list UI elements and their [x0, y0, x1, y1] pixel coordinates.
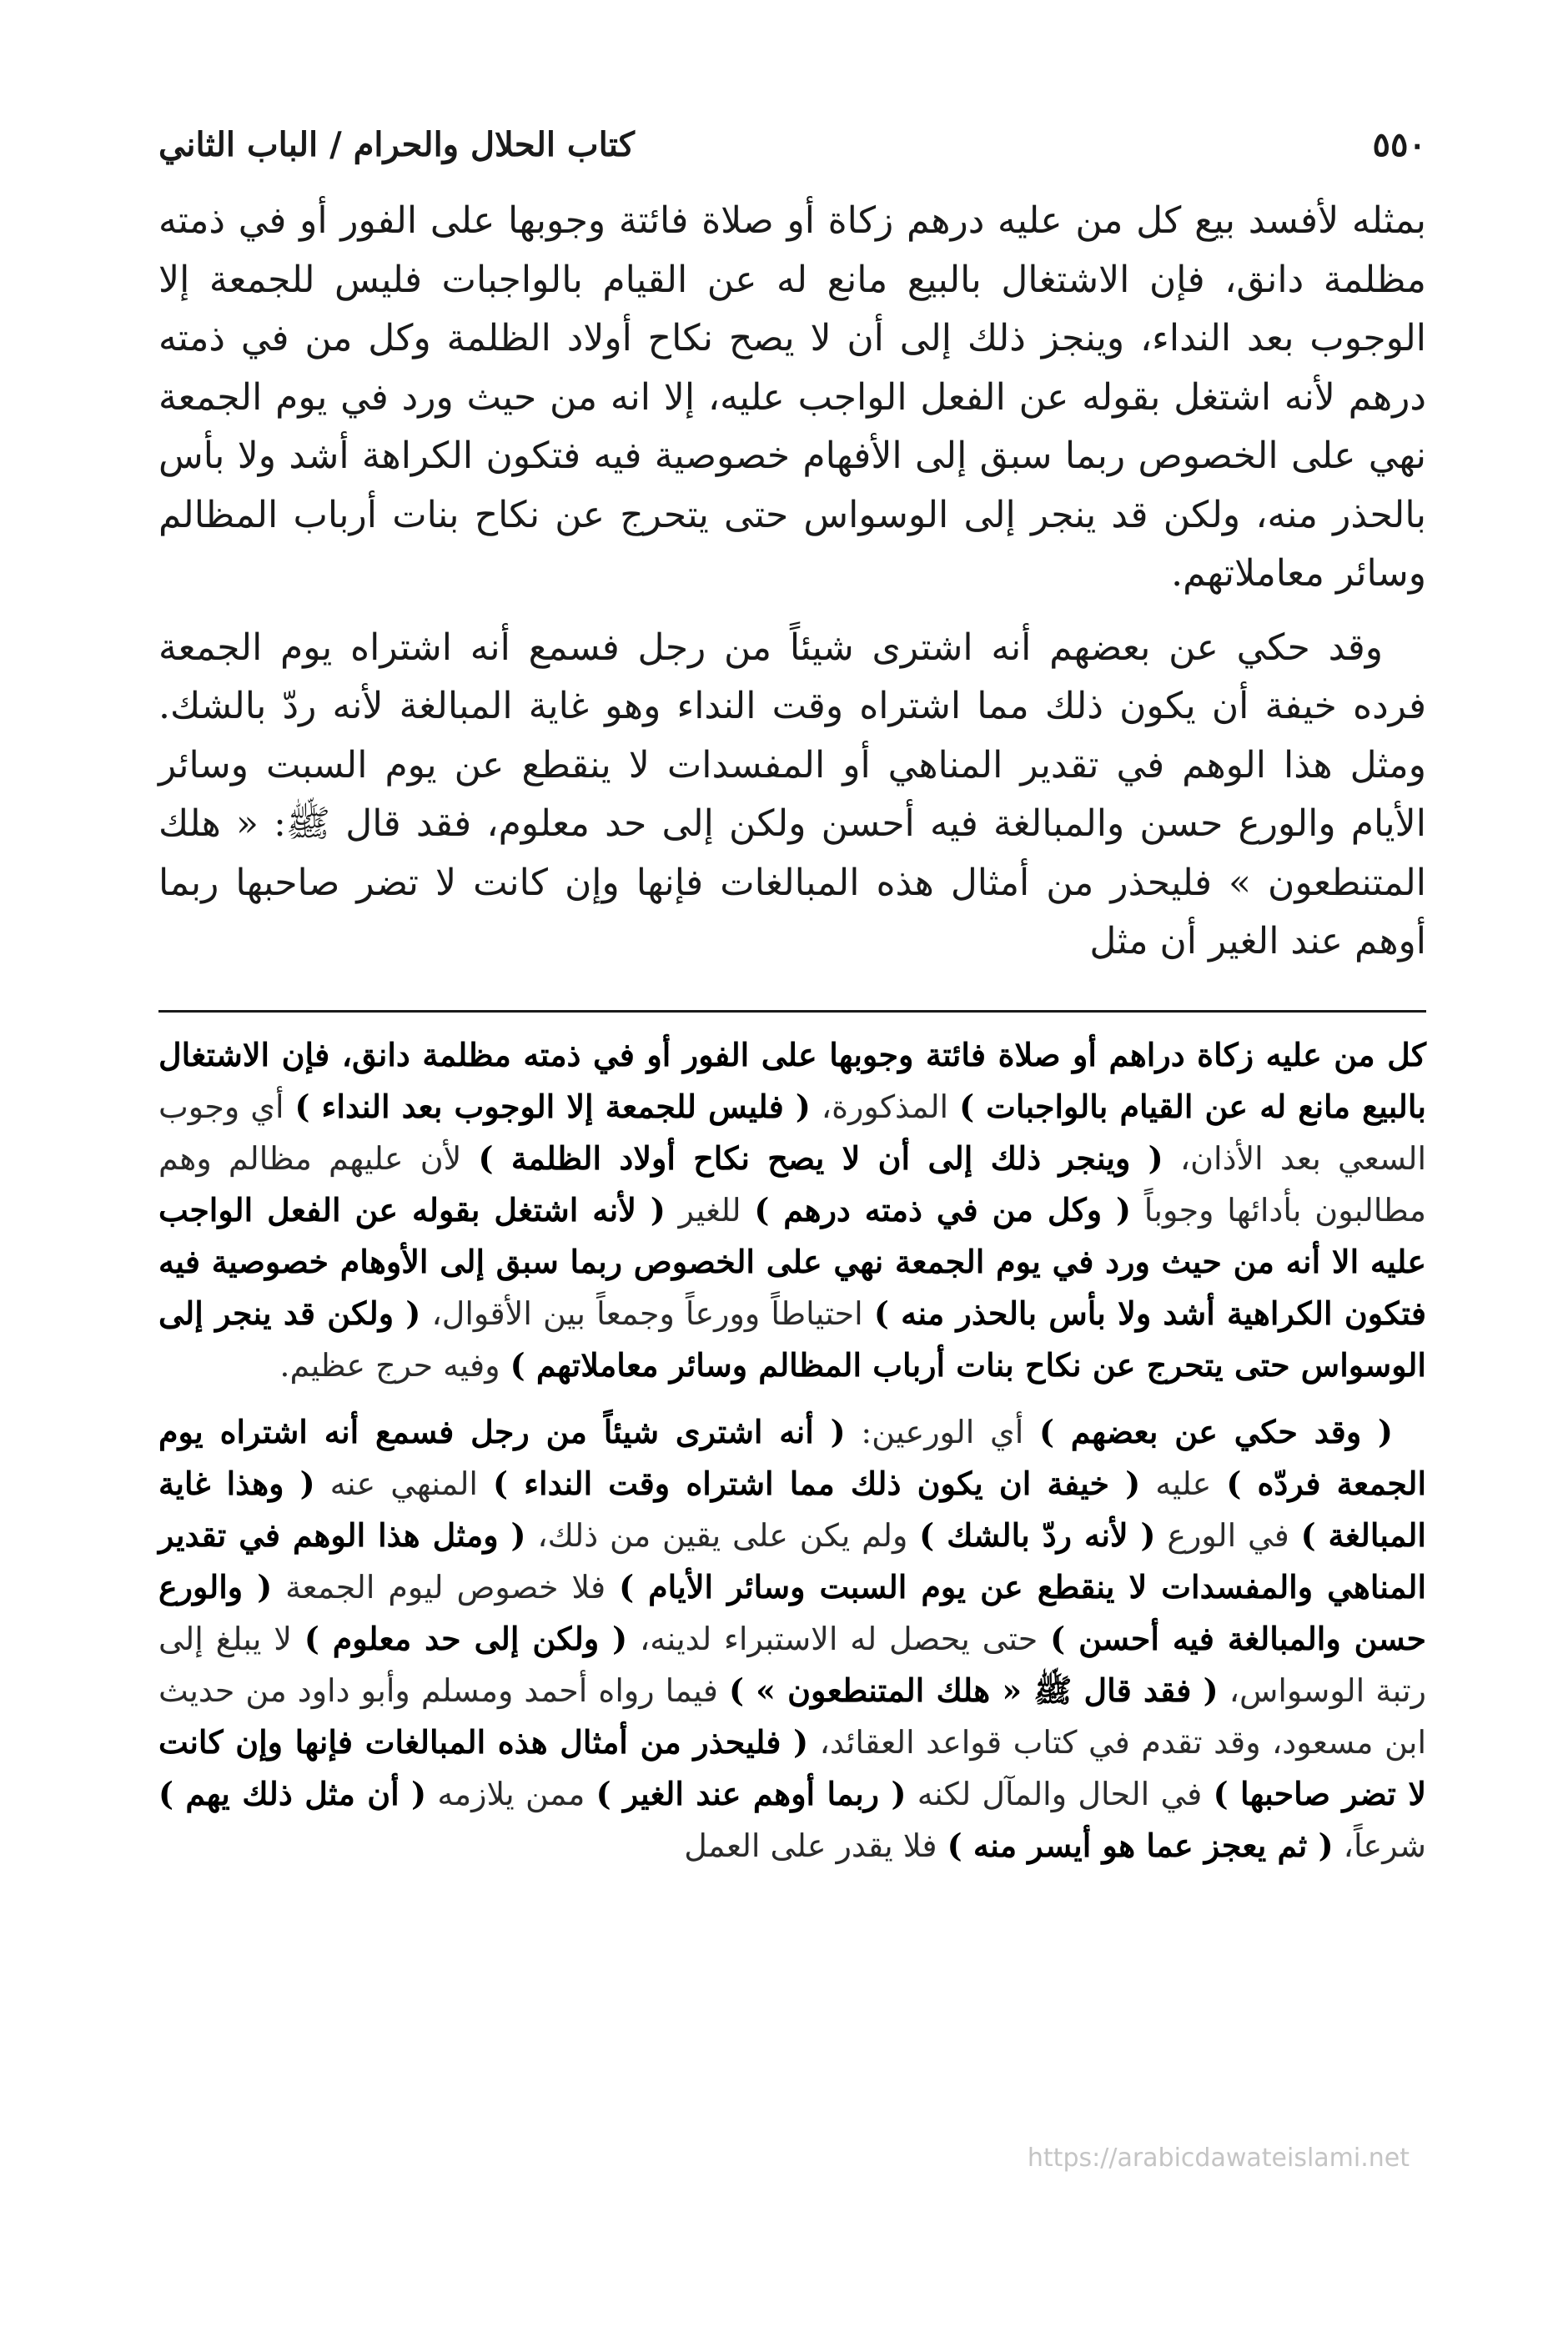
- quoted-matn: ( ومثل هذا الوهم في تقدير المناهي والمفسدات لا ينقطع عن يوم السبت وسائر الأيام ): [158, 1515, 1427, 1606]
- quoted-matn: كل من عليه زكاة دراهم أو صلاة فائتة وجوبها على الفور أو في ذمته مظلمة دانق، فإن الاشتغال بالبيع مانع له عن القيام بالواجبات ): [158, 1035, 1426, 1125]
- quoted-matn: ( وكل من في ذمته درهم ): [754, 1190, 1131, 1229]
- commentary-paragraph-2: [158, 1406, 1426, 1872]
- commentary-note: في الورع: [1155, 1516, 1301, 1554]
- commentary-note: شرعاً،: [1333, 1827, 1426, 1864]
- quoted-matn: ( وهذا غاية المبالغة ): [158, 1464, 1426, 1554]
- quoted-matn: ( لأنه ردّ بالشك ): [919, 1515, 1156, 1554]
- commentary-note: المنهي عنه: [314, 1465, 493, 1502]
- commentary: [158, 1029, 1426, 1872]
- commentary-note: للغير: [665, 1191, 755, 1229]
- quoted-matn: ( والورع حسن والمبالغة فيه أحسن ): [158, 1567, 1426, 1657]
- quoted-matn: ( فليحذر من أمثال هذه المبالغات فإنها وإن كانت لا تضر صاحبها ): [158, 1722, 1427, 1812]
- main-paragraph-2: وقد حكي عن بعضهم أنه اشترى شيئاً من رجل فسمع أنه اشتراه يوم الجمعة فرده خيفة أن يكون ذلك مما اشتراه وقت النداء وهو غاية المبالغة لأنه ردّ بالشك. ومثل هذا الوهم في تقدير المناهي أو المفسدات لا ينقطع عن يوم السبت وسائر الأيام والورع حسن والمبالغة فيه أحسن ولكن إلى حد معلوم، فقد قال ﷺ: « هلك المتنطعون » فليحذر من أمثال هذه المبالغات فإنها وإن كانت لا تضر صاحبها ربما أوهم عند الغير أن مثل: [158, 626, 1426, 962]
- commentary-note: فلا يقدر على العمل: [684, 1827, 947, 1864]
- book-page: [158, 125, 1426, 2244]
- quoted-matn: ( ثم يعجز عما هو أيسر منه ): [947, 1826, 1334, 1864]
- commentary-note: لا يبلغ إلى رتبة الوسواس،: [158, 1620, 1427, 1709]
- commentary-note: وفيه حرج عظيم.: [279, 1346, 510, 1384]
- commentary-note: ممن يلازمه: [426, 1775, 596, 1812]
- quoted-matn: ( لأنه اشتغل بقوله عن الفعل الواجب عليه الا أنه من حيث ورد في يوم الجمعة نهي على الخصوص ربما سبق إلى الأوهام خصوصية فيه فتكون الكراهية أشد ولا بأس بالحذر منه ): [158, 1190, 1426, 1332]
- quoted-matn: ( ولكن إلى حد معلوم ): [304, 1619, 628, 1657]
- main-text: [158, 192, 1426, 972]
- commentary-note: حتى يحصل له الاستبراء لدينه،: [627, 1620, 1051, 1657]
- commentary-paragraph-1: [158, 1029, 1426, 1391]
- quoted-matn: ( أنه اشترى شيئاً من رجل فسمع أنه اشتراه يوم الجمعة فردّه ): [158, 1412, 1426, 1502]
- commentary-note: عليه: [1140, 1465, 1227, 1502]
- page-header: [158, 125, 1426, 192]
- quoted-matn: ( وينجر ذلك إلى أن لا يصح نكاح أولاد الظلمة ): [478, 1138, 1163, 1177]
- page-number: ٥٥٠: [1372, 125, 1426, 164]
- main-paragraph-1: بمثله لأفسد بيع كل من عليه درهم زكاة أو صلاة فائتة وجوبها على الفور أو في ذمته مظلمة دانق، فإن الاشتغال بالبيع مانع له عن القيام بالواجبات فليس للجمعة إلا الوجوب بعد النداء، وينجز ذلك إلى أن لا يصح نكاح أولاد الظلمة وكل من في ذمته درهم لأنه اشتغل بقوله عن الفعل الواجب عليه، إلا انه من حيث ورد في يوم الجمعة نهي على الخصوص ربما سبق إلى الأفهام خصوصية فيه فتكون الكراهة أشد ولا بأس بالحذر منه، ولكن قد ينجر إلى الوسواس حتى يتحرج عن نكاح بنات أرباب المظالم وسائر معاملاتهم.: [158, 199, 1426, 595]
- commentary-note: ولم يكن على يقين من ذلك،: [525, 1516, 920, 1554]
- commentary-note: أي وجوب السعي بعد الأذان،: [158, 1088, 1427, 1177]
- running-title: كتاب الحلال والحرام / الباب الثاني: [158, 125, 635, 164]
- commentary-note: في الحال والمآل لكنه: [906, 1775, 1214, 1812]
- commentary-note: فلا خصوص ليوم الجمعة: [272, 1568, 620, 1606]
- quoted-matn: ( فليس للجمعة إلا الوجوب بعد النداء ): [294, 1087, 811, 1125]
- commentary-note: احتياطاً وورعاً وجمعاً بين الأقوال،: [420, 1294, 874, 1332]
- section-divider: [158, 1010, 1426, 1013]
- quoted-matn: ( أن مثل ذلك يهم ): [158, 1774, 427, 1812]
- watermark-url: https://arabicdawateislami.net: [1027, 2144, 1410, 2173]
- commentary-note: المذكورة،: [810, 1088, 960, 1125]
- commentary-note: أي الورعين:: [845, 1413, 1039, 1450]
- quoted-matn: ( ولكن قد ينجر إلى الوسواس حتى يتحرج عن نكاح بنات أرباب المظالم وسائر معاملاتهم ): [158, 1294, 1426, 1384]
- commentary-note: لأن عليهم مظالم وهم مطالبون بأدائها وجوباً: [158, 1139, 1426, 1229]
- quoted-matn: ( ربما أوهم عند الغير ): [596, 1774, 907, 1812]
- quoted-matn: ( فقد قال ﷺ « هلك المتنطعون » ): [728, 1671, 1219, 1709]
- quoted-matn: ( خيفة ان يكون ذلك مما اشتراه وقت النداء ): [493, 1464, 1141, 1502]
- commentary-note: فيما رواه أحمد ومسلم وأبو داود من حديث ابن مسعود، وقد تقدم في كتاب قواعد العقائد،: [158, 1671, 1426, 1761]
- quoted-matn: ( وقد حكي عن بعضهم ): [1038, 1412, 1393, 1450]
